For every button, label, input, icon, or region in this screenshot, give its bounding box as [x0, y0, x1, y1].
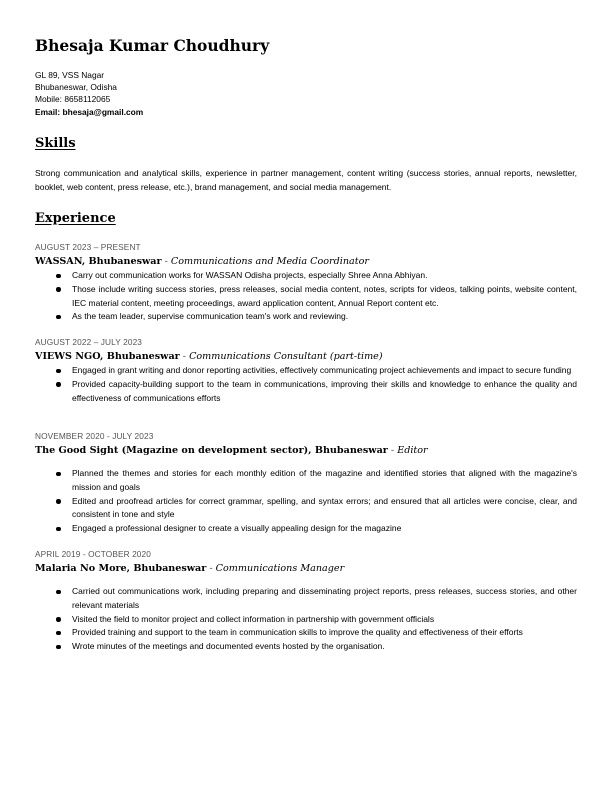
bullet-icon: [56, 274, 61, 279]
address-line-1: GL 89, VSS Nagar: [35, 70, 105, 80]
bullet-item: [35, 640, 577, 654]
job-date: NOVEMBER 2020 - JULY 2023: [35, 431, 154, 441]
bullet-icon: [56, 315, 61, 320]
job-bullets: [35, 364, 577, 405]
job-title-line: [35, 350, 577, 364]
bullet-text: Engaged in grant writing and donor reporting activities, effectively communicating project achievements and impact to secure funding: [72, 365, 572, 375]
job-role: Communications and Media Coordinator: [170, 256, 369, 267]
job-entry-views-ngo: [35, 336, 577, 405]
skills-text: Strong communication and analytical skills, experience in partner management, content writing (success stories, annual reports, newsletter, booklet, web content, press release, etc.), brand management, and social media management.: [35, 168, 577, 192]
job-separator: -: [161, 256, 171, 267]
bullet-item: [35, 495, 577, 523]
bullet-item: [35, 585, 577, 613]
bullet-item: [35, 269, 577, 283]
bullet-text: Wrote minutes of the meetings and documented events hosted by the organisation.: [72, 641, 385, 652]
bullet-item: [35, 378, 577, 406]
job-bullets: [35, 585, 577, 654]
bullet-text: Planned the themes and stories for each monthly edition of the magazine and identified stories that aligned with the magazine's mission and goals: [72, 468, 577, 492]
bullet-icon: [56, 590, 61, 595]
spacer: [35, 458, 577, 467]
contact-block: [35, 69, 143, 118]
bullet-item: [35, 283, 577, 311]
experience-heading: Experience: [35, 211, 116, 226]
job-separator: -: [206, 563, 216, 574]
job-date: APRIL 2019 - OCTOBER 2020: [35, 549, 151, 559]
bullet-icon: [56, 382, 61, 387]
bullet-text: Provided capacity-building support to the team in communications, improving their skills and knowledge to enhance the quality and effectiveness of communications efforts: [72, 378, 577, 403]
bullet-text: Those include writing success stories, press releases, social media content, notes, scripts for videos, talking points, website content, IEC material content, meeting proceedings, award application content, Annual Report content etc.: [72, 283, 577, 308]
candidate-name: Bhesaja Kumar Choudhury: [35, 36, 270, 55]
bullet-icon: [56, 645, 61, 650]
bullet-icon: [56, 617, 61, 622]
spacer: [35, 576, 577, 585]
bullet-icon: [56, 631, 61, 636]
bullet-icon: [56, 369, 61, 374]
bullet-item: [35, 467, 577, 495]
job-organization: Malaria No More, Bhubaneswar: [35, 563, 207, 574]
bullet-icon: [56, 287, 61, 292]
job-entry-good-sight: [35, 430, 577, 536]
bullet-text: Engaged a professional designer to create a visually appealing design for the magazine: [72, 523, 402, 534]
job-role: Editor: [397, 445, 428, 456]
job-role: Communications Manager: [215, 563, 345, 574]
address-line-2: Bhubaneswar, Odisha: [35, 82, 117, 93]
job-entry-wassan: [35, 241, 577, 324]
bullet-icon: [56, 499, 61, 504]
bullet-text: Edited and proofread articles for correct grammar, spelling, and syntax errors; and ensured that all articles were concise, clear, and consistent in tone and style: [72, 495, 577, 520]
job-title-line: [35, 255, 577, 269]
bullet-item: [35, 522, 577, 536]
job-date: AUGUST 2023 – PRESENT: [35, 242, 141, 252]
job-bullets: [35, 269, 577, 324]
email-address: Email: bhesaja@gmail.com: [35, 106, 144, 117]
bullet-text: Visited the field to monitor project and collect information in partnership with government officials: [72, 613, 435, 624]
job-title-line: [35, 444, 577, 458]
mobile-number: Mobile: 8658112065: [35, 94, 111, 105]
bullet-text: Carried out communications work, including preparing and disseminating project reports, press releases, success stories, and other relevant materials: [72, 586, 577, 610]
job-role: Communications Consultant (part-time): [189, 351, 383, 362]
job-date: AUGUST 2022 – JULY 2023: [35, 337, 142, 347]
bullet-item: [35, 613, 577, 627]
job-separator: -: [387, 445, 398, 456]
job-bullets: [35, 467, 577, 536]
job-organization: The Good Sight (Magazine on development sector), Bhubaneswar: [35, 445, 388, 456]
job-organization: VIEWS NGO, Bhubaneswar: [35, 351, 180, 362]
bullet-text: Provided training and support to the team in communication skills to improve the quality and effectiveness of their efforts: [72, 627, 523, 638]
job-title-line: [35, 562, 577, 576]
bullet-text: As the team leader, supervise communication team's work and reviewing.: [72, 311, 349, 322]
bullet-item: [35, 626, 577, 640]
skills-heading: Skills: [35, 136, 76, 151]
bullet-icon: [56, 527, 61, 532]
bullet-item: [35, 364, 577, 378]
job-separator: -: [179, 351, 190, 362]
bullet-icon: [56, 472, 61, 477]
job-entry-malaria-no-more: [35, 548, 577, 654]
bullet-item: [35, 310, 577, 324]
bullet-text: Carry out communication works for WASSAN Odisha projects, especially Shree Anna Abhiyan.: [72, 270, 428, 280]
job-organization: WASSAN, Bhubaneswar: [35, 256, 162, 267]
